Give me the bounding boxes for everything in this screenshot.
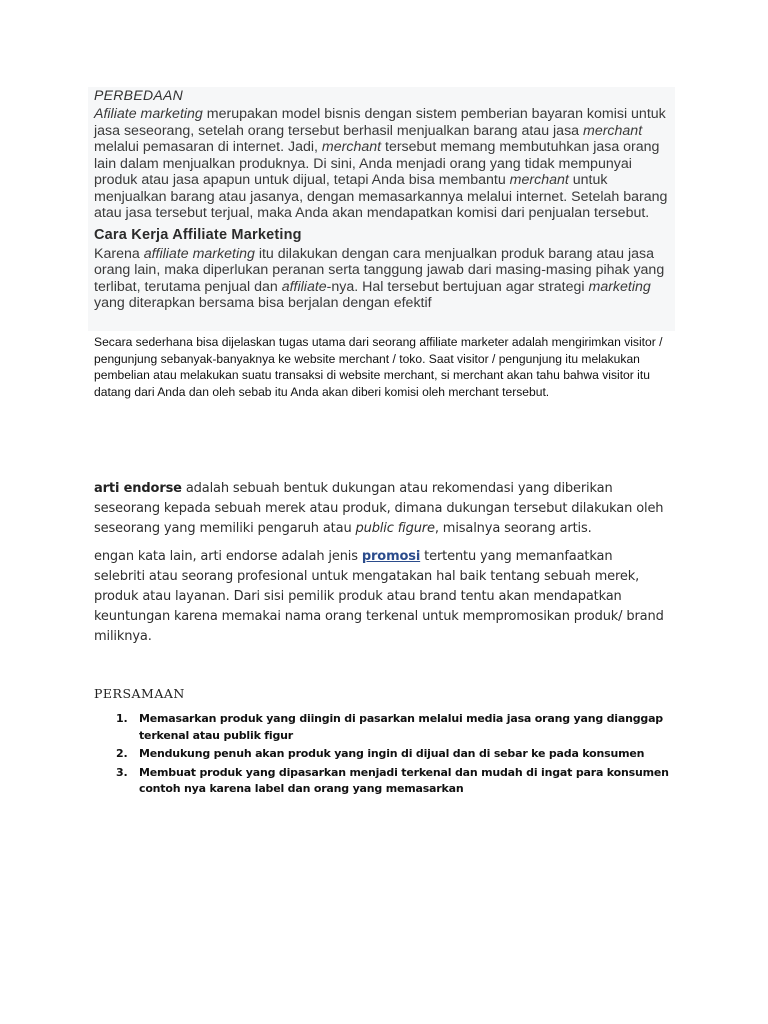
text-run: merupakan model bisnis dengan sistem pemberian bayaran komisi untuk jasa seseorang, setelah orang tersebut berhasil menjualkan barang atau jasa — [94, 106, 666, 139]
text-run: tersebut memang membutuhkan jasa orang lain dalam menjualkan produknya. Di sini, Anda menjadi orang yang tidak mempunyai produk atau jasa apapun untuk dijual, tetapi Anda bisa membantu — [94, 139, 660, 188]
text-run: untuk menjualkan barang atau jasanya, dengan memasarkannya melalui internet. Setelah barang atau jasa tersebut terjual, maka Anda akan mendapatkan komisi dari penjualan tersebut. — [94, 172, 668, 221]
text-run: -nya. Hal tersebut bertujuan agar strategi — [326, 278, 589, 295]
italic-text: Afiliate marketing — [94, 106, 203, 122]
text-run: adalah sebuah bentuk dukungan atau rekomendasi yang diberikan seseorang kepada sebuah merek atau produk, dimana dukungan tersebut dilakukan oleh seseorang yang memiliki pengaruh atau — [94, 481, 664, 536]
affiliate-definition-paragraph — [94, 106, 672, 222]
pasted-web-block — [94, 87, 672, 312]
italic-text: merchant — [583, 122, 643, 139]
text-run: yang diterapkan bersama bisa berjalan dengan efektif — [94, 295, 432, 311]
text-run: , misalnya seorang artis. — [434, 521, 592, 536]
italic-text: merchant — [509, 172, 569, 188]
text-run: itu dilakukan dengan cara menjualkan produk barang atau jasa orang lain, maka diperlukan peranan serta tanggung jawab dari masing-masing pihak yang terlibat, terutama penjual dan — [94, 245, 665, 295]
list-item-text: Mendukung penuh akan produk yang ingin di dijual dan di sebar ke pada konsumen — [139, 747, 645, 760]
endorse-explanation-paragraph — [94, 547, 664, 647]
endorse-definition-paragraph — [94, 479, 664, 539]
persamaan-list — [94, 711, 674, 800]
italic-text: merchant — [321, 139, 382, 155]
list-item — [94, 765, 674, 798]
text-run: tertentu yang memanfaatkan selebriti atau seorang profesional untuk mengatakan hal baik tentang sebuah merek, produk atau layanan. Dari sisi pemilik produk atau brand tentu akan mendapatkan keuntungan karena memakai nama orang terkenal untuk mempromosikan produk/ brand miliknya. — [94, 549, 664, 644]
italic-text: affiliate — [281, 278, 327, 295]
italic-text: marketing — [588, 278, 651, 295]
italic-text: affiliate marketing — [143, 245, 255, 262]
text-run: Karena — [94, 245, 144, 262]
affiliate-task-paragraph: Secara sederhana bisa dijelaskan tugas utama dari seorang affiliate marketer adalah mengirimkan visitor / pengunjung sebanyak-banyaknya ke website merchant / toko. Saat visitor / pengunjung itu melakukan pembelian atau melakukan suatu transaksi di website merchant, si merchant akan tahu bahwa visitor itu datang dari Anda dan oleh sebab itu Anda akan diberi komisi oleh merchant tersebut. — [94, 335, 663, 400]
list-item — [94, 711, 674, 744]
list-item-number: 3. — [116, 765, 128, 779]
cara-kerja-heading: Cara Kerja Affiliate Marketing — [94, 226, 302, 243]
list-item — [94, 746, 674, 763]
cara-kerja-paragraph — [94, 246, 672, 312]
list-item-number: 2. — [116, 747, 128, 760]
italic-text: public figure — [355, 521, 435, 536]
text-run: engan kata lain, arti endorse adalah jenis — [94, 549, 362, 564]
bold-term: arti endorse — [94, 481, 182, 496]
perbedaan-heading: PERBEDAAN — [94, 87, 184, 103]
text-run: melalui pemasaran di internet. Jadi, — [94, 139, 322, 155]
list-item-text: Membuat produk yang dipasarkan menjadi terkenal dan mudah di ingat para konsumen contoh nya karena label dan orang yang memasarkan — [139, 765, 669, 795]
persamaan-heading: PERSAMAAN — [94, 686, 185, 701]
list-item-text: Memasarkan produk yang diingin di pasarkan melalui media jasa orang yang dianggap terkenal atau publik figur — [139, 712, 663, 742]
promosi-link[interactable]: promosi — [361, 549, 421, 564]
list-item-number: 1. — [116, 712, 128, 725]
